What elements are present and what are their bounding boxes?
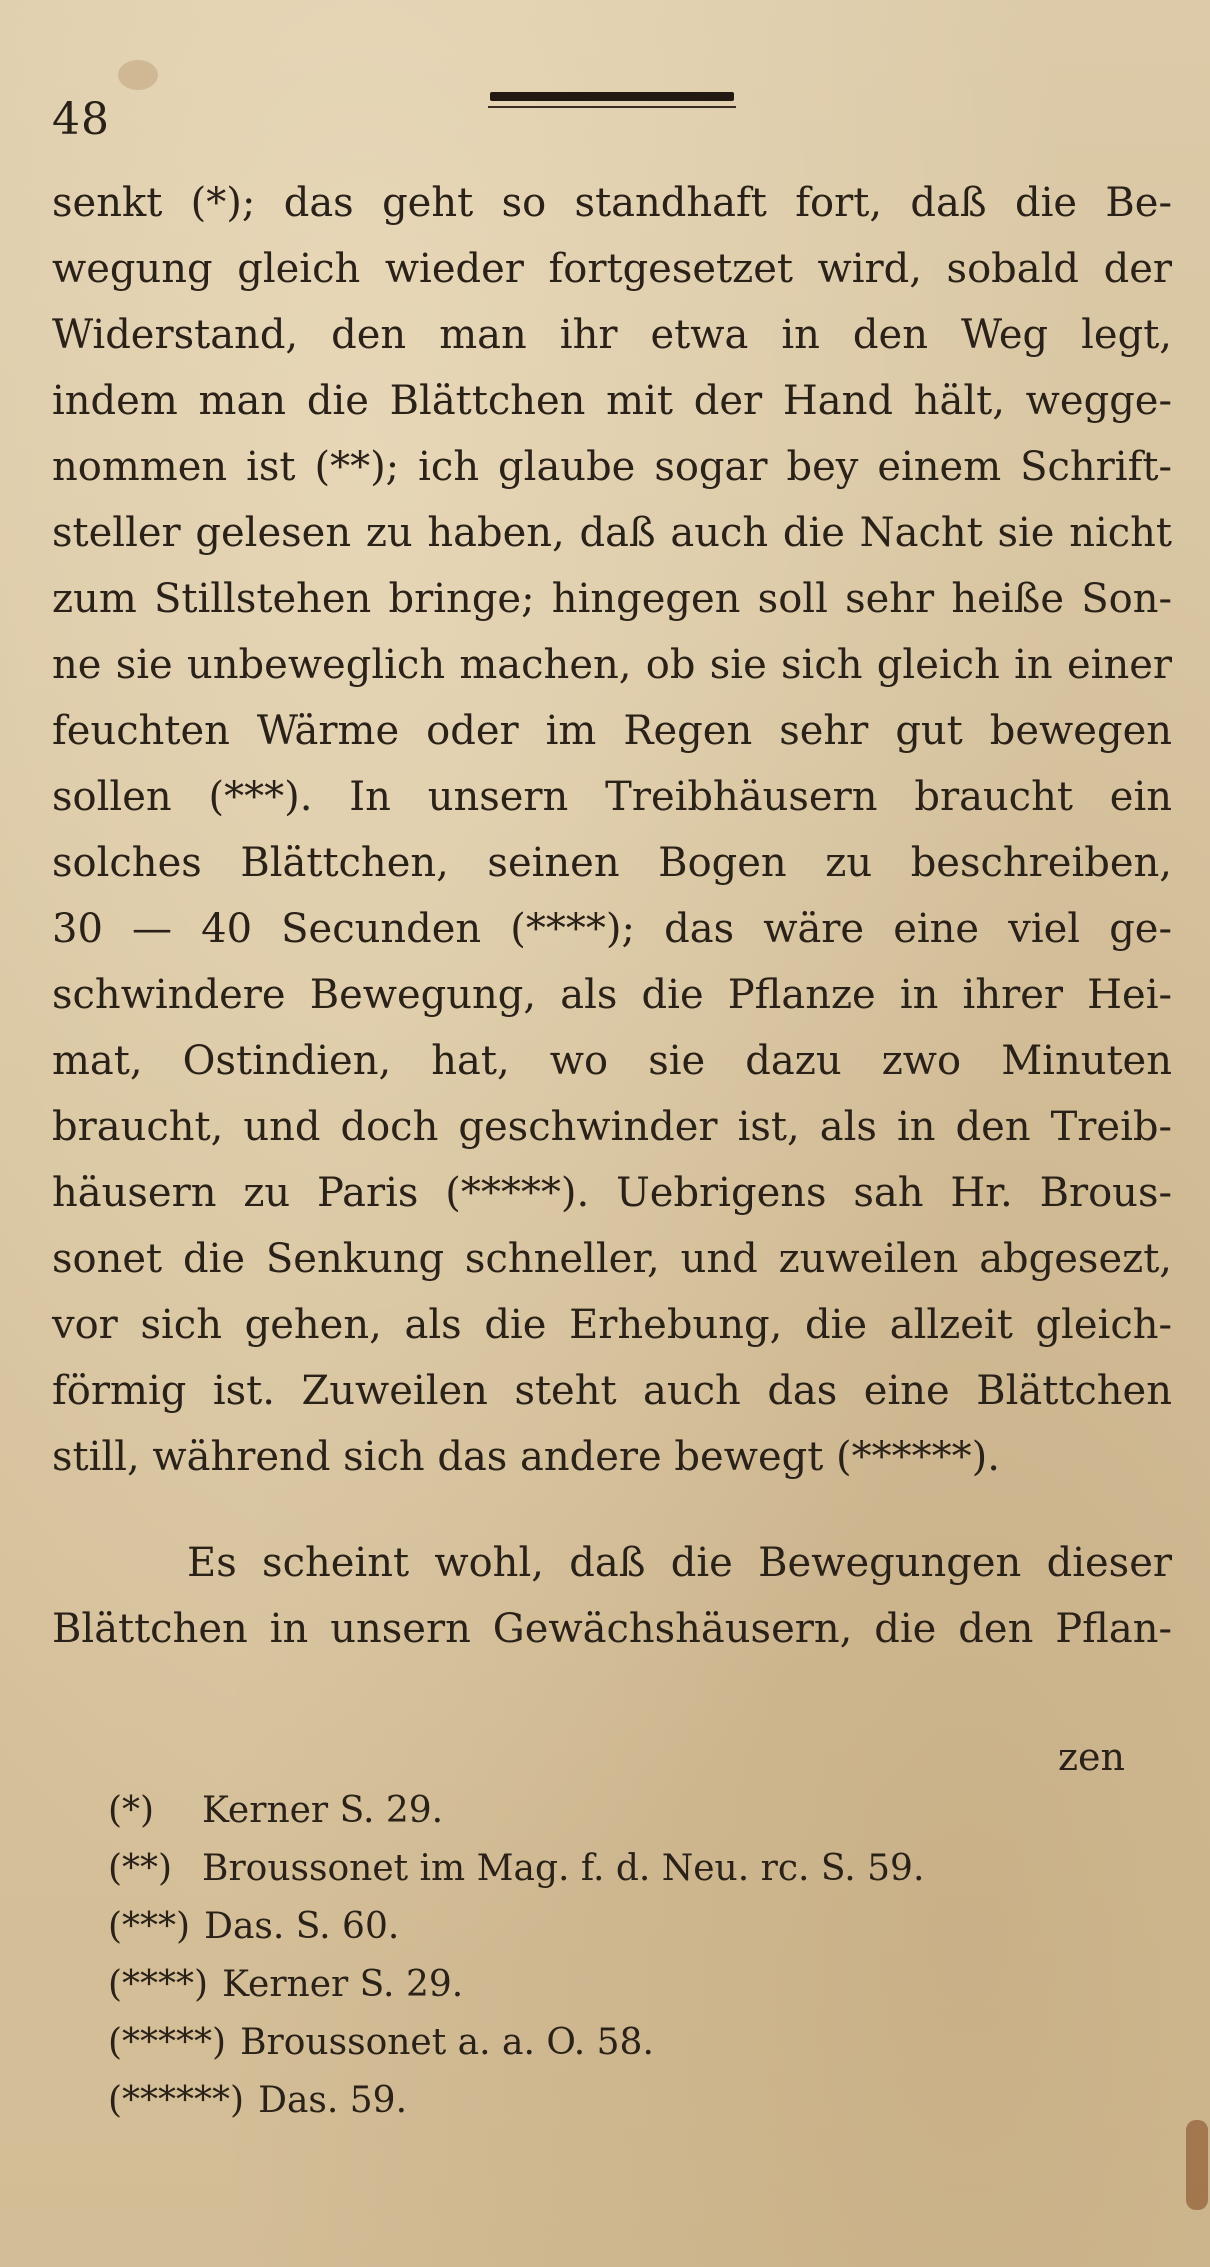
text-line: feuchten Wärme oder im Regen sehr gut bewegen (52, 708, 1172, 754)
text-line: still, während sich das andere bewegt (******). (52, 1434, 1000, 1480)
text-line: ne sie unbeweglich machen, ob sie sich gleich in einer (52, 642, 1172, 688)
footnote-mark: (******) (108, 2080, 245, 2121)
footnote-text: Kerner S. 29. (222, 1964, 464, 2005)
paragraph-gap (52, 1490, 1172, 1530)
text-line: häusern zu Paris (*****). Uebrigens sah Hr. Brous- (52, 1170, 1172, 1216)
page-number: 48 (52, 94, 110, 145)
header-rule-thin (488, 106, 736, 108)
text-line: senkt (*); das geht so standhaft fort, daß die Be- (52, 180, 1172, 226)
text-line: förmig ist. Zuweilen steht auch das eine Blättchen (52, 1368, 1172, 1414)
catchword: zen (1058, 1735, 1125, 1779)
footnote-mark: (***) (108, 1906, 191, 1947)
header-rule (488, 92, 736, 108)
footnotes (108, 1782, 1008, 2130)
footnote-mark: (**) (108, 1848, 173, 1889)
text-line: wegung gleich wieder fortgesetzet wird, sobald der (52, 246, 1172, 292)
text-line: nommen ist (**); ich glaube sogar bey einem Schrift- (52, 444, 1172, 490)
footnote-mark: (*) (108, 1790, 155, 1831)
text-line: Es scheint wohl, daß die Bewegungen dieser (187, 1540, 1172, 1586)
text-line: 30 — 40 Secunden (****); das wäre eine viel ge- (52, 906, 1172, 952)
paper-stain (1186, 2120, 1208, 2210)
body-text (52, 170, 1172, 1662)
text-line: zum Stillstehen bringe; hingegen soll sehr heiße Son- (52, 576, 1172, 622)
text-line: steller gelesen zu haben, daß auch die Nacht sie nicht (52, 510, 1172, 556)
footnote-text: Broussonet a. a. O. 58. (240, 2022, 654, 2063)
footnote (108, 2014, 1008, 2072)
footnote (108, 2072, 1008, 2130)
footnote (108, 1956, 1008, 2014)
footnote-mark: (****) (108, 1964, 209, 2005)
paper-stain (118, 60, 158, 90)
footnote-text: Broussonet im Mag. f. d. Neu. rc. S. 59. (202, 1848, 925, 1889)
text-line: vor sich gehen, als die Erhebung, die allzeit gleich- (52, 1302, 1172, 1348)
text-line: mat, Ostindien, hat, wo sie dazu zwo Minuten (52, 1038, 1172, 1084)
footnote-text: Kerner S. 29. (202, 1790, 444, 1831)
footnote-mark: (*****) (108, 2022, 227, 2063)
text-line: solches Blättchen, seinen Bogen zu beschreiben, (52, 840, 1172, 886)
text-line: Blättchen in unsern Gewächshäusern, die den Pflan- (52, 1606, 1172, 1652)
footnote-text: Das. 59. (258, 2080, 408, 2121)
text-line: sollen (***). In unsern Treibhäusern braucht ein (52, 774, 1172, 820)
footnote (108, 1840, 1008, 1898)
text-line: indem man die Blättchen mit der Hand hält, wegge- (52, 378, 1172, 424)
footnote (108, 1782, 1008, 1840)
footnote-text: Das. S. 60. (204, 1906, 400, 1947)
footnote (108, 1898, 1008, 1956)
text-line: schwindere Bewegung, als die Pflanze in ihrer Hei- (52, 972, 1172, 1018)
text-line: Widerstand, den man ihr etwa in den Weg legt, (52, 312, 1172, 358)
text-line: sonet die Senkung schneller, und zuweilen abgesezt, (52, 1236, 1172, 1282)
text-line: braucht, und doch geschwinder ist, als in den Treib- (52, 1104, 1172, 1150)
header-rule-thick (490, 92, 734, 101)
